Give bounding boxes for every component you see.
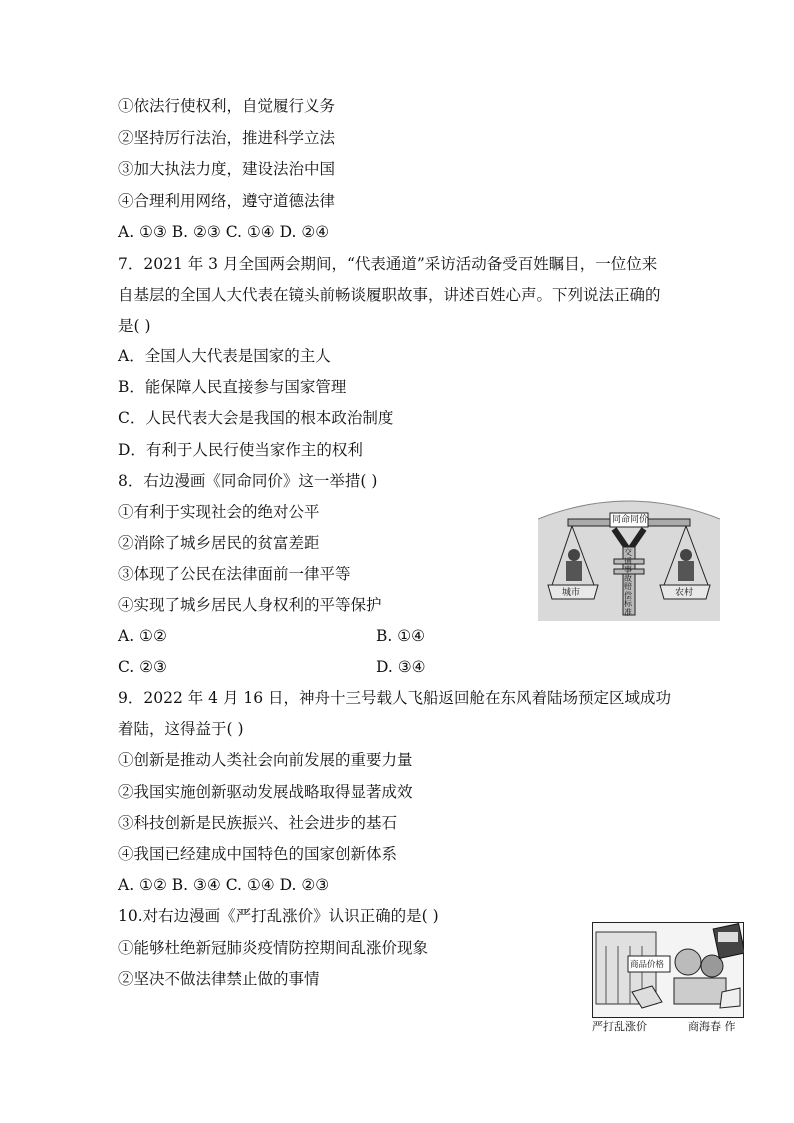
q10-option-2: ②坚决不做法律禁止做的事情 [118,970,320,988]
q6-answers: A. ①③ B. ②③ C. ①④ D. ②④ [118,223,330,241]
q7-stem-line-1: 7．2021 年 3 月全国两会期间，“代表通道”采访活动备受百姓瞩目，一位位来 [118,255,658,273]
q8-answer-c: C. ②③ [118,658,167,676]
q8-option-3: ③体现了公民在法律面前一律平等 [118,565,351,583]
q7-option-d: D．有利于人民行使当家作主的权利 [118,441,363,459]
q6-option-4: ④合理利用网络，遵守道德法律 [118,192,336,210]
q8-cartoon-scale [538,489,720,621]
q8-option-4: ④实现了城乡居民人身权利的平等保护 [118,596,382,614]
q9-option-3: ③科技创新是民族振兴、社会进步的基石 [118,814,398,832]
q7-stem-line-3: 是( ) [118,317,151,335]
q10-stem: 10.对右边漫画《严打乱涨价》认识正确的是( ) [118,907,439,925]
price-sign-label: 商品价格 [630,960,665,970]
q9-answers: A. ①② B. ③④ C. ①④ D. ②③ [118,876,330,894]
q8-answers-row-2 [118,657,426,677]
scale-top-label: 同命同价 [612,515,649,525]
q7-stem-line-2: 自基层的全国人大代表在镜头前畅谈履职故事，讲述百姓心声。下列说法正确的 [118,286,661,304]
q8-answer-b: B. ①④ [376,627,426,645]
q8-answers-row-1 [118,626,426,646]
scale-left-pan-label: 城市 [562,588,581,598]
q9-option-1: ①创新是推动人类社会向前发展的重要力量 [118,751,413,769]
q7-option-b: B．能保障人民直接参与国家管理 [118,378,347,396]
q10-cartoon [592,922,744,1036]
price-cartoon-illustration [592,922,744,1018]
q7-option-a: A．全国人大代表是国家的主人 [118,347,331,365]
cartoon-caption-left: 严打乱涨价 [592,1020,647,1033]
scale-pillar-label: 交通事故赔偿标准 [624,548,632,617]
q10-option-1: ①能够杜绝新冠肺炎疫情防控期间乱涨价现象 [118,939,429,957]
scale-right-pan-label: 农村 [675,588,694,598]
q8-stem: 8．右边漫画《同命同价》这一举措( ) [118,472,378,490]
q8-answer-a: A. ①② [118,627,167,645]
cartoon-caption-right: 商海春 作 [688,1020,736,1033]
q7-option-c: C．人民代表大会是我国的根本政治制度 [118,409,394,427]
q6-option-3: ③加大执法力度，建设法治中国 [118,160,336,178]
q9-option-4: ④我国已经建成中国特色的国家创新体系 [118,845,398,863]
q9-stem-line-2: 着陆，这得益于( ) [118,720,244,738]
q6-option-2: ②坚持厉行法治，推进科学立法 [118,129,336,147]
q9-option-2: ②我国实施创新驱动发展战略取得显著成效 [118,783,413,801]
q8-option-2: ②消除了城乡居民的贫富差距 [118,534,320,552]
q6-option-1: ①依法行使权利，自觉履行义务 [118,97,336,115]
q8-answer-d: D. ③④ [376,658,426,676]
q9-stem-line-1: 9．2022 年 4 月 16 日，神舟十三号载人飞船返回舱在东风着陆场预定区域成功 [118,689,672,707]
q8-option-1: ①有利于实现社会的绝对公平 [118,503,320,521]
